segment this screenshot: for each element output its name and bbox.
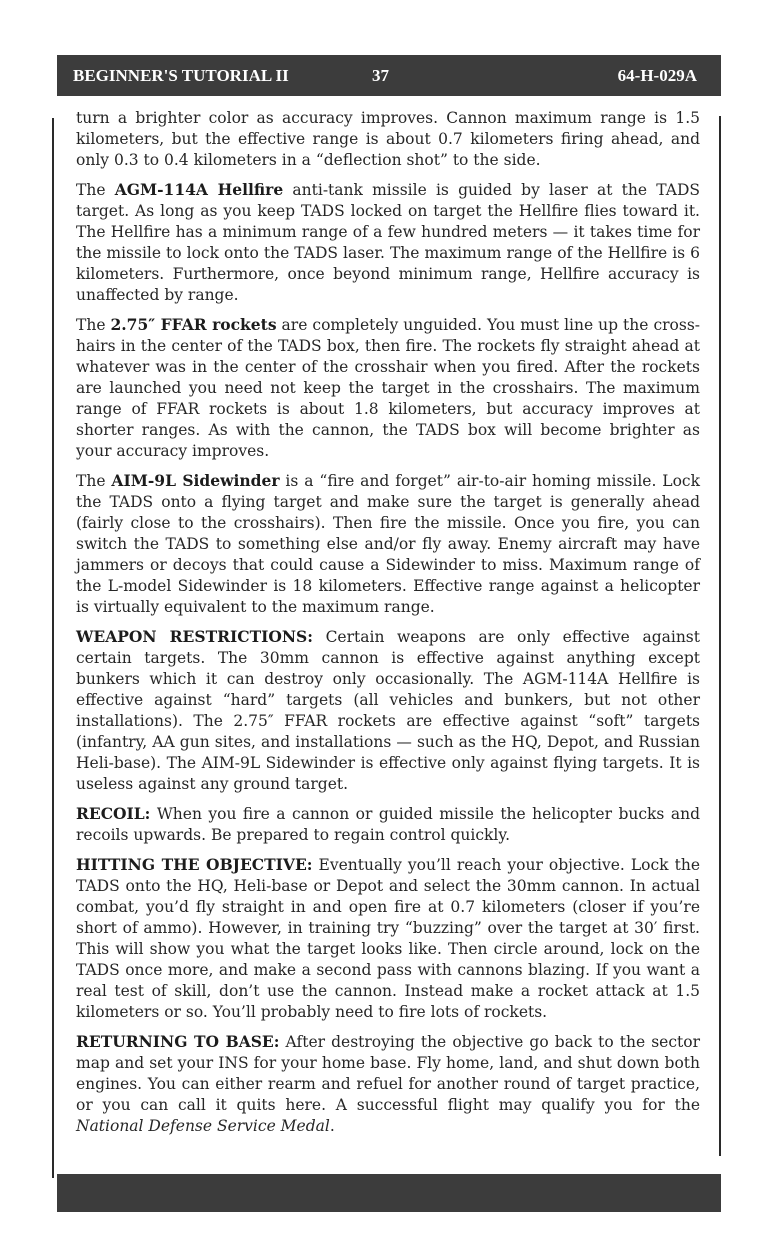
paragraph-weapon-restrictions: WEAPON RESTRICTIONS: Certain weapons are only effective against certain targets. The 30mm cannon is effective against anything except bunkers which it can destroy only occasionally. The AGM-114A Hellfire is effective against “hard” targets (all vehicles and bunkers, but not other installations). The 2.75″ FFAR rockets are effective against “soft” targets (infantry, AA gun sites, and installations — such as the HQ, Depot, and Russian Heli-base). The AIM-9L Sidewinder is effective only against flying targets. It is useless against any ground target.	[76, 627, 700, 793]
paragraph-hitting-objective: HITTING THE OBJECTIVE: Eventually you’ll reach your objective. Lock the TADS onto the HQ, Heli-base or Depot and select the 30mm cannon. In actual combat, you’d fly straight in and open fire at 0.7 kilometers (closer if you’re short of ammo). However, in training try “buzzing” over the target at 30′ first. This will show you what the target looks like. Then circle around, lock on the TADS once more, and make a second pass with cannons blazing. If you want a real test of skill, don’t use the cannon. Instead make a rocket attack at 1.5 kilometers or so. You’ll probably need to fire lots of rockets.	[76, 855, 700, 1021]
paragraph-ffar-rockets: The 2.75″ FFAR rockets are completely unguided. You must line up the cross-hairs in the center of the TADS box, then fire. The rockets fly straight ahead at whatever was in the center of the crosshair when you fired. After the rockets are launched you need not keep the target in the crosshairs. The maximum range of FFAR rockets is about 1.8 kilometers, but accuracy improves at shorter ranges. As with the cannon, the TADS box will become brighter as your accuracy improves.	[76, 315, 701, 460]
document-code: 64-H-029A	[617, 66, 697, 85]
section-title: BEGINNER'S TUTORIAL II	[73, 66, 289, 85]
heading-recoil: RECOIL:	[76, 804, 151, 823]
paragraph-returning-to-base: RETURNING TO BASE: After destroying the objective go back to the sector map and set your INS for your home base. Fly home, land, and shut down both engines. You can either rearm and refuel for another round of target practice, or you can call it quits here. A successful flight may qualify you for the National Defense Service Medal.	[76, 1032, 701, 1135]
paragraph-recoil: RECOIL: When you fire a cannon or guided missile the helicopter bucks and recoils upwards. Be prepared to regain control quickly.	[76, 804, 700, 844]
term-sidewinder: AIM-9L Sidewinder	[111, 471, 280, 490]
page-footer-bar	[57, 1174, 721, 1212]
right-margin-rule	[719, 116, 721, 1156]
term-hellfire: AGM-114A Hellfire	[114, 180, 284, 199]
heading-hitting-objective: HITTING THE OBJECTIVE:	[76, 855, 313, 874]
paragraph-cannon-range: turn a brighter color as accuracy improves. Cannon maximum range is 1.5 kilometers, but the effective range is about 0.7 kilometers firing ahead, and only 0.3 to 0.4 kilometers in a “deflection shot” to the side.	[76, 109, 700, 169]
paragraph-hellfire: The AGM-114A Hellfire anti-tank missile is guided by laser at the TADS target. As long as you keep TADS locked on target the Hellfire flies toward it. The Hellfire has a minimum range of a few hundred meters — it takes time for the missile to lock onto the TADS laser. The maximum range of the Hellfire is 6 kilometers. Furthermore, once beyond minimum range, Hellfire accuracy is unaffected by range.	[76, 180, 700, 304]
body-text	[76, 108, 700, 1145]
term-ffar-rockets: 2.75″ FFAR rockets	[110, 315, 277, 334]
paragraph-sidewinder: The AIM-9L Sidewinder is a “fire and forget” air-to-air homing missile. Lock the TADS onto a flying target and make sure the target is generally ahead (fairly close to the crosshairs). Then fire the missile. Once you fire, you can switch the TADS to something else and/or fly away. Enemy aircraft may have jammers or decoys that could cause a Sidewinder to miss. Maximum range of the L-model Sidewinder is 18 kilometers. Effective range against a helicopter is virtually equivalent to the maximum range.	[76, 471, 701, 616]
heading-weapon-restrictions: WEAPON RESTRICTIONS:	[76, 627, 313, 646]
page-number: 37	[372, 66, 389, 85]
heading-returning-to-base: RETURNING TO BASE:	[76, 1032, 280, 1051]
page-header	[57, 55, 721, 96]
medal-name: National Defense Service Medal	[76, 1117, 330, 1135]
left-margin-rule	[52, 118, 54, 1178]
